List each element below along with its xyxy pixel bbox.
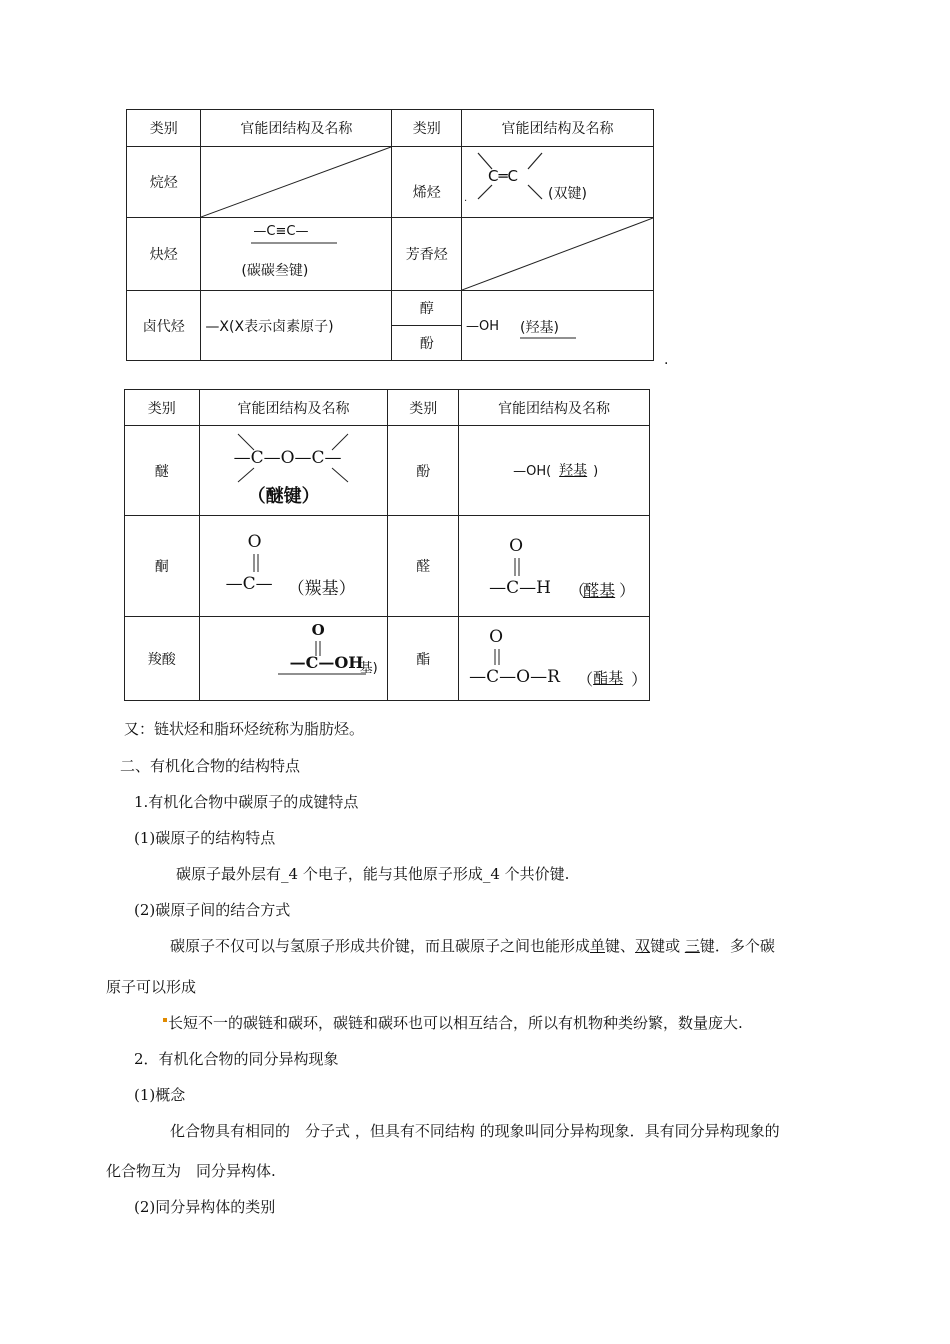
alkyne-underline	[251, 242, 337, 246]
carboxyl-formula: —C—OH	[289, 653, 364, 672]
table1-alkane-empty	[201, 147, 392, 218]
text-line-7: 碳原子不仅可以与氢原子形成共价键，而且碳原子之间也能形成单键、双键或 三键．多个碳	[170, 937, 775, 955]
table1-haloalkane-structure: —X(X表示卤素原子)	[201, 291, 392, 361]
text-line-8: 原子可以形成	[106, 978, 197, 996]
functional-group-table-1	[126, 109, 654, 361]
aldehyde-oxygen: O	[509, 536, 524, 556]
hydroxyl-underline	[520, 337, 576, 340]
section-heading-2: 二、有机化合物的结构特点	[120, 757, 301, 775]
table2-carboxyl-structure	[199, 617, 388, 701]
table2-ester-structure	[459, 617, 650, 701]
table1-alkene: 烯烃	[392, 147, 462, 218]
table1-aromatic: 芳香烃	[392, 218, 462, 291]
table1-hydroxyl-structure	[461, 291, 653, 361]
text-line-9: 长短不一的碳链和碳环，碳链和碳环也可以相互结合，所以有机物种类纷繁，数量庞大.	[168, 1014, 743, 1032]
table2-header-category-1: 类别	[125, 390, 200, 426]
table2-header-structure-1: 官能团结构及名称	[199, 390, 388, 426]
table2-ester: 酯	[388, 617, 459, 701]
svg-text:.: .	[463, 193, 468, 204]
table2-ketone: 酮	[125, 516, 200, 617]
table2-ether-structure	[199, 426, 388, 516]
ketone-formula: —C—	[225, 574, 273, 594]
table1-aromatic-empty	[461, 218, 653, 291]
hydroxyl-name: (羟基)	[519, 320, 559, 336]
table2-carboxylic-acid: 羧酸	[125, 617, 200, 701]
table1-haloalkane: 卤代烃	[127, 291, 201, 361]
diagonal-line	[462, 218, 653, 290]
ether-formula: —C—O—C—	[233, 448, 342, 468]
table1-header-structure-1: 官能团结构及名称	[201, 110, 392, 147]
alkyne-formula: —C≡C—	[253, 224, 309, 239]
table1-alcohol: 醇	[392, 291, 462, 326]
phenol-close-paren: )	[593, 464, 599, 479]
ketone-double-bond	[252, 554, 260, 574]
hydroxyl-formula: —OH	[465, 319, 499, 334]
table1-header-category-2: 类别	[392, 110, 462, 147]
table1-alkyne-structure	[201, 218, 392, 291]
carboxyl-oxygen: O	[311, 621, 325, 639]
ketone-oxygen: O	[247, 532, 262, 552]
table1-alkyne: 炔烃	[127, 218, 201, 291]
marker-dot	[163, 1018, 167, 1022]
subheading-2: 2．有机化合物的同分异构现象	[134, 1050, 339, 1068]
table2-aldehyde: 醛	[388, 516, 459, 617]
table2-header-category-2: 类别	[388, 390, 459, 426]
ketone-name: （羰基）	[287, 579, 356, 599]
phenol-name: 羟基	[559, 463, 588, 479]
table1-header-structure-2: 官能团结构及名称	[461, 110, 653, 147]
table1-alkene-structure	[461, 147, 653, 218]
table2-aldehyde-structure	[459, 516, 650, 617]
carboxyl-underline	[278, 673, 366, 676]
aldehyde-close-paren: ）	[619, 581, 636, 600]
subheading-2-2: (2)同分异构体的类别	[134, 1198, 276, 1216]
carboxyl-name: 基)	[359, 661, 378, 676]
table1-header-category-1: 类别	[127, 110, 201, 147]
subheading-1-1: (1)碳原子的结构特点	[134, 829, 276, 847]
table1-alkane: 烷烃	[127, 147, 201, 218]
table2-ether: 醚	[125, 426, 200, 516]
functional-group-table-2	[124, 389, 650, 701]
text-line-12: 化合物具有相同的 分子式 ，但具有不同结构 的现象叫同分异构现象．具有同分异构现象的	[170, 1122, 780, 1140]
table2-header-structure-2: 官能团结构及名称	[459, 390, 650, 426]
subheading-2-1: (1)概念	[134, 1086, 186, 1104]
aldehyde-double-bond	[513, 558, 521, 578]
text-line-1: 又：链状烃和脂环烃统称为脂肪烃。	[124, 720, 365, 738]
aldehyde-formula: —C—H	[489, 578, 551, 598]
subheading-1-2: (2)碳原子间的结合方式	[134, 901, 291, 919]
aldehyde-name: 醛基	[583, 581, 616, 600]
ester-double-bond	[493, 649, 501, 667]
alkene-name: (双键)	[547, 186, 587, 202]
text-line-13: 化合物互为 同分异构体.	[106, 1162, 276, 1180]
table2-ketone-structure	[199, 516, 388, 617]
ether-name: （醚键）	[247, 486, 320, 507]
diagonal-line	[201, 147, 391, 217]
text-line-5: 碳原子最外层有_4 个电子，能与其他原子形成_4 个共价键.	[176, 865, 570, 883]
alkyne-name: (碳碳叁键)	[241, 263, 309, 279]
alkene-formula: C═C	[487, 167, 518, 185]
ester-open-paren: （	[577, 670, 594, 689]
ester-name: 酯基	[593, 669, 624, 687]
aldehyde-open-paren: （	[569, 581, 586, 600]
ester-oxygen: O	[489, 627, 504, 647]
table1-phenol: 酚	[392, 326, 462, 361]
subheading-1: 1.有机化合物中碳原子的成键特点	[134, 793, 359, 811]
phenol-formula: —OH(	[513, 464, 552, 479]
table2-phenol: 酚	[388, 426, 459, 516]
trailing-dot: .	[664, 352, 669, 368]
ester-close-paren: ）	[631, 670, 648, 689]
table2-phenol-structure	[459, 426, 650, 516]
ester-formula: —C—O—R	[469, 667, 560, 687]
